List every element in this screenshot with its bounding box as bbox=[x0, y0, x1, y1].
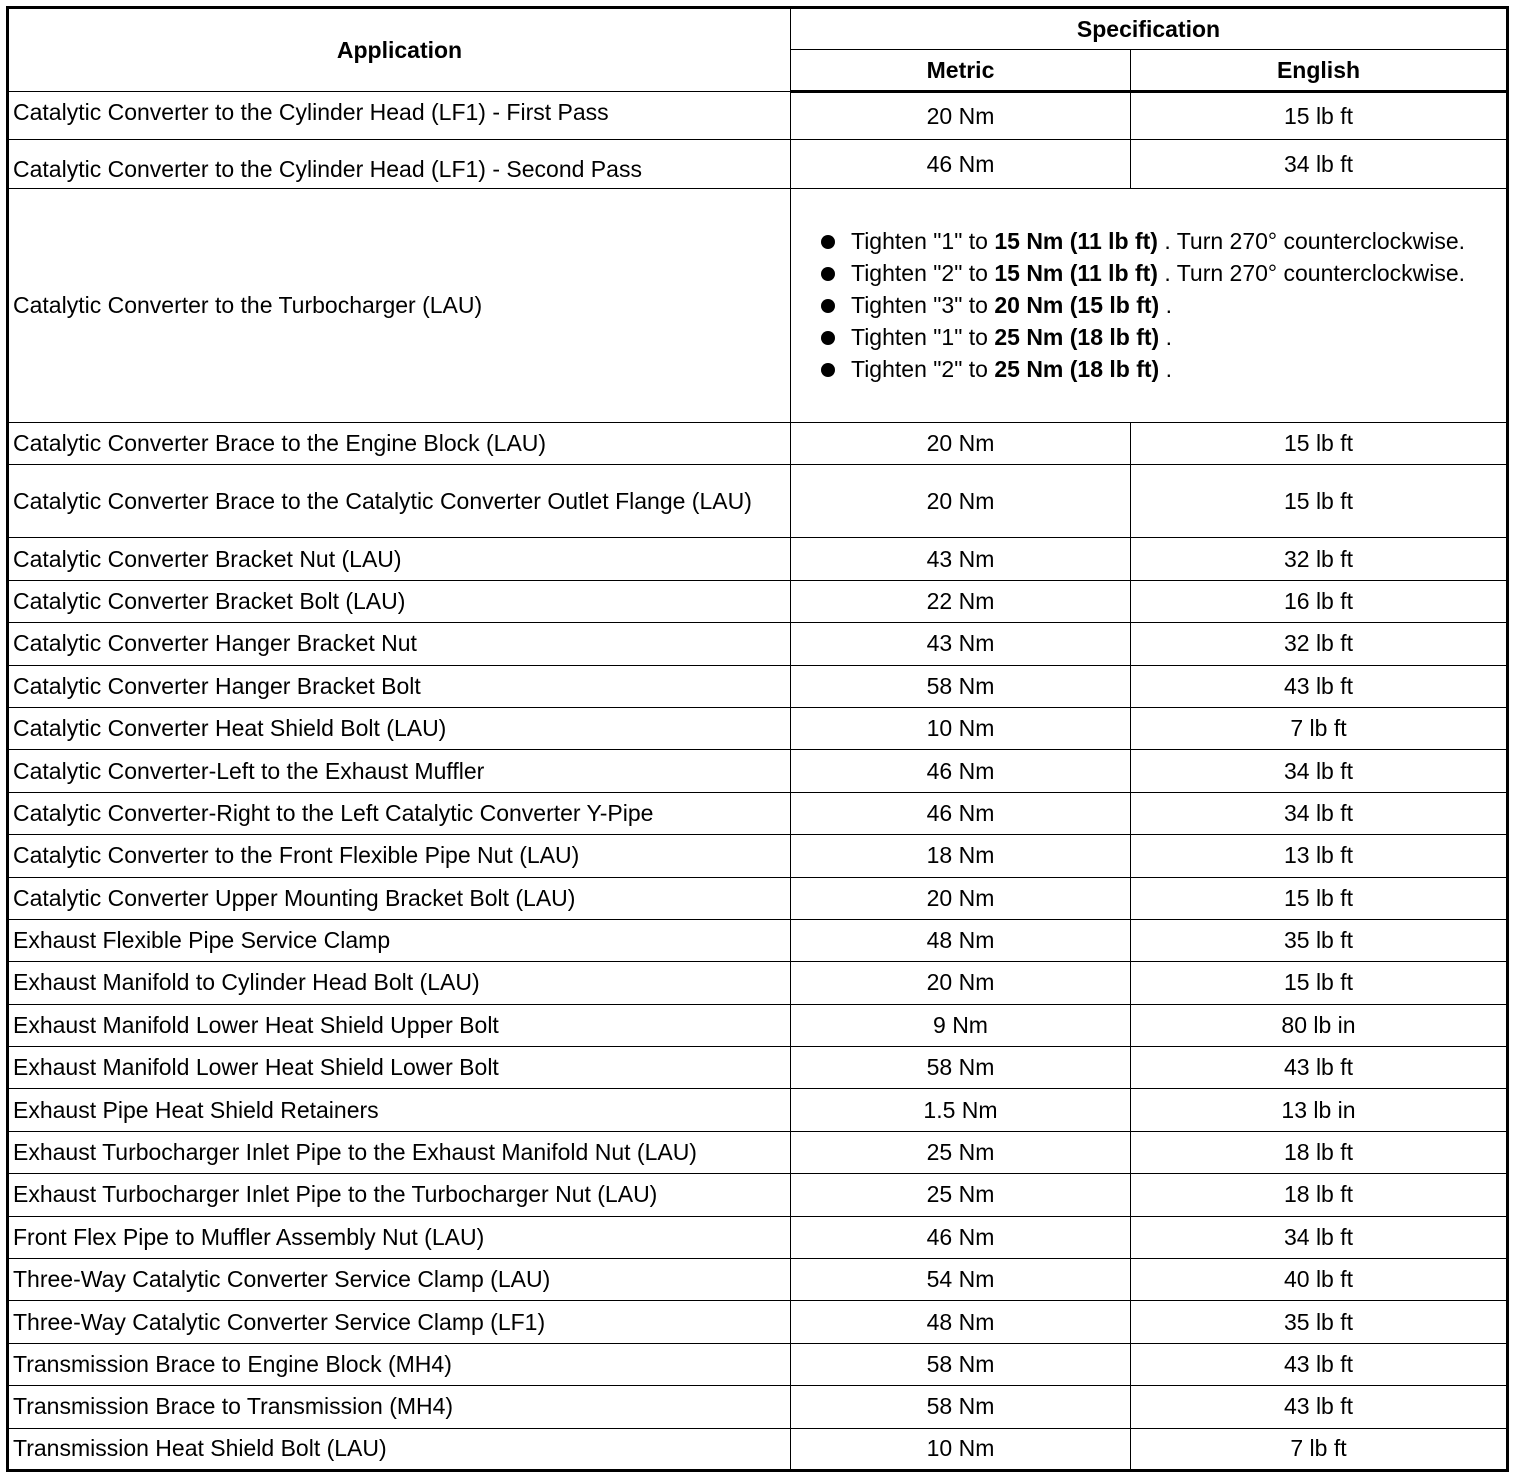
application-cell: Catalytic Converter Bracket Bolt (LAU) bbox=[8, 580, 791, 622]
english-cell: 34 lb ft bbox=[1131, 1216, 1508, 1258]
step-text: Tighten "2" to bbox=[851, 260, 995, 286]
english-cell: 7 lb ft bbox=[1131, 1428, 1508, 1470]
application-cell: Catalytic Converter Bracket Nut (LAU) bbox=[8, 538, 791, 580]
application-cell: Exhaust Manifold Lower Heat Shield Lower Bolt bbox=[8, 1047, 791, 1089]
bullet-icon bbox=[821, 299, 835, 313]
metric-cell: 54 Nm bbox=[791, 1259, 1131, 1301]
table-row bbox=[8, 1131, 1508, 1173]
english-cell: 40 lb ft bbox=[1131, 1259, 1508, 1301]
metric-cell: 43 Nm bbox=[791, 623, 1131, 665]
metric-cell: 10 Nm bbox=[791, 707, 1131, 749]
metric-cell: 22 Nm bbox=[791, 580, 1131, 622]
application-cell: Exhaust Manifold Lower Heat Shield Upper Bolt bbox=[8, 1004, 791, 1046]
table-row bbox=[8, 1216, 1508, 1258]
application-cell: Exhaust Manifold to Cylinder Head Bolt (LAU) bbox=[8, 962, 791, 1004]
tightening-step bbox=[821, 323, 1502, 352]
table-row bbox=[8, 1174, 1508, 1216]
metric-cell: 25 Nm bbox=[791, 1174, 1131, 1216]
table-body bbox=[8, 92, 1508, 1471]
english-cell: 43 lb ft bbox=[1131, 1386, 1508, 1428]
step-text: Tighten "1" to bbox=[851, 324, 995, 350]
tightening-step bbox=[821, 227, 1502, 256]
metric-cell: 10 Nm bbox=[791, 1428, 1131, 1470]
english-cell: 34 lb ft bbox=[1131, 750, 1508, 792]
table-row bbox=[8, 835, 1508, 877]
step-torque: 25 Nm (18 lb ft) bbox=[994, 324, 1160, 350]
step-text: . bbox=[1159, 356, 1172, 382]
table-row bbox=[8, 1301, 1508, 1343]
application-cell: Catalytic Converter to the Turbocharger (LAU) bbox=[8, 189, 791, 423]
table-row bbox=[8, 1428, 1508, 1470]
application-cell: Transmission Brace to Transmission (MH4) bbox=[8, 1386, 791, 1428]
metric-cell: 48 Nm bbox=[791, 919, 1131, 961]
english-cell: 35 lb ft bbox=[1131, 919, 1508, 961]
metric-cell: 9 Nm bbox=[791, 1004, 1131, 1046]
metric-cell: 58 Nm bbox=[791, 1343, 1131, 1385]
specification-header: Specification bbox=[791, 8, 1508, 50]
english-cell: 35 lb ft bbox=[1131, 1301, 1508, 1343]
table-row bbox=[8, 580, 1508, 622]
tightening-step bbox=[821, 291, 1502, 320]
tightening-step bbox=[821, 355, 1502, 384]
table-row bbox=[8, 465, 1508, 538]
step-text: Tighten "3" to bbox=[851, 292, 995, 318]
table-row bbox=[8, 1259, 1508, 1301]
application-cell: Exhaust Turbocharger Inlet Pipe to the Turbocharger Nut (LAU) bbox=[8, 1174, 791, 1216]
english-cell: 15 lb ft bbox=[1131, 465, 1508, 538]
metric-cell: 20 Nm bbox=[791, 877, 1131, 919]
english-cell: 16 lb ft bbox=[1131, 580, 1508, 622]
step-text: Tighten "1" to bbox=[851, 228, 995, 254]
application-cell: Exhaust Flexible Pipe Service Clamp bbox=[8, 919, 791, 961]
metric-cell: 25 Nm bbox=[791, 1131, 1131, 1173]
english-cell: 18 lb ft bbox=[1131, 1174, 1508, 1216]
application-cell: Front Flex Pipe to Muffler Assembly Nut (LAU) bbox=[8, 1216, 791, 1258]
english-cell: 7 lb ft bbox=[1131, 707, 1508, 749]
application-cell: Catalytic Converter-Left to the Exhaust Muffler bbox=[8, 750, 791, 792]
metric-cell: 46 Nm bbox=[791, 140, 1131, 189]
metric-cell: 20 Nm bbox=[791, 92, 1131, 140]
metric-cell: 20 Nm bbox=[791, 423, 1131, 465]
application-cell: Catalytic Converter Hanger Bracket Nut bbox=[8, 623, 791, 665]
metric-cell: 46 Nm bbox=[791, 1216, 1131, 1258]
metric-cell: 46 Nm bbox=[791, 792, 1131, 834]
table-row bbox=[8, 962, 1508, 1004]
torque-spec-table bbox=[6, 6, 1509, 1472]
table-row bbox=[8, 665, 1508, 707]
english-cell: 15 lb ft bbox=[1131, 423, 1508, 465]
english-cell: 15 lb ft bbox=[1131, 92, 1508, 140]
table-row-second-pass bbox=[8, 140, 1508, 189]
application-cell: Catalytic Converter Heat Shield Bolt (LAU) bbox=[8, 707, 791, 749]
application-cell: Catalytic Converter Upper Mounting Bracket Bolt (LAU) bbox=[8, 877, 791, 919]
application-cell: Catalytic Converter-Right to the Left Catalytic Converter Y-Pipe bbox=[8, 792, 791, 834]
table-row bbox=[8, 1343, 1508, 1385]
bullet-icon bbox=[821, 235, 835, 249]
application-cell: Three-Way Catalytic Converter Service Clamp (LF1) bbox=[8, 1301, 791, 1343]
application-cell: Transmission Brace to Engine Block (MH4) bbox=[8, 1343, 791, 1385]
step-text: . Turn 270° counterclockwise. bbox=[1157, 260, 1466, 286]
application-cell: Catalytic Converter Brace to the Catalytic Converter Outlet Flange (LAU) bbox=[8, 465, 791, 538]
step-text: . bbox=[1159, 324, 1172, 350]
table-row bbox=[8, 1386, 1508, 1428]
table-row bbox=[8, 792, 1508, 834]
english-cell: 32 lb ft bbox=[1131, 623, 1508, 665]
metric-cell: 46 Nm bbox=[791, 750, 1131, 792]
metric-cell: 18 Nm bbox=[791, 835, 1131, 877]
metric-cell: 43 Nm bbox=[791, 538, 1131, 580]
english-cell: 13 lb ft bbox=[1131, 835, 1508, 877]
english-cell: 34 lb ft bbox=[1131, 792, 1508, 834]
application-cell: Exhaust Turbocharger Inlet Pipe to the Exhaust Manifold Nut (LAU) bbox=[8, 1131, 791, 1173]
application-cell: Catalytic Converter Hanger Bracket Bolt bbox=[8, 665, 791, 707]
english-cell: 43 lb ft bbox=[1131, 665, 1508, 707]
step-torque: 15 Nm (11 lb ft) bbox=[994, 228, 1158, 254]
application-cell: Catalytic Converter to the Cylinder Head (LF1) - Second Pass bbox=[8, 140, 791, 189]
step-torque: 20 Nm (15 lb ft) bbox=[994, 292, 1160, 318]
table-row bbox=[8, 877, 1508, 919]
metric-cell: 48 Nm bbox=[791, 1301, 1131, 1343]
table-row bbox=[8, 750, 1508, 792]
application-header: Application bbox=[8, 8, 791, 92]
tightening-steps-list bbox=[795, 227, 1502, 384]
table-row bbox=[8, 1089, 1508, 1131]
metric-cell: 58 Nm bbox=[791, 1047, 1131, 1089]
application-cell: Catalytic Converter to the Cylinder Head (LF1) - First Pass bbox=[8, 92, 791, 140]
english-cell: 34 lb ft bbox=[1131, 140, 1508, 189]
step-text: . bbox=[1159, 292, 1172, 318]
bullet-icon bbox=[821, 331, 835, 345]
metric-cell: 58 Nm bbox=[791, 665, 1131, 707]
english-cell: 15 lb ft bbox=[1131, 877, 1508, 919]
english-header: English bbox=[1131, 50, 1508, 92]
english-cell: 43 lb ft bbox=[1131, 1343, 1508, 1385]
bullet-icon bbox=[821, 363, 835, 377]
table-row bbox=[8, 1047, 1508, 1089]
application-cell: Catalytic Converter to the Front Flexible Pipe Nut (LAU) bbox=[8, 835, 791, 877]
bullet-icon bbox=[821, 267, 835, 281]
english-cell: 18 lb ft bbox=[1131, 1131, 1508, 1173]
metric-cell: 1.5 Nm bbox=[791, 1089, 1131, 1131]
step-torque: 25 Nm (18 lb ft) bbox=[994, 356, 1160, 382]
step-torque: 15 Nm (11 lb ft) bbox=[994, 260, 1158, 286]
application-cell: Three-Way Catalytic Converter Service Clamp (LAU) bbox=[8, 1259, 791, 1301]
table-row bbox=[8, 707, 1508, 749]
metric-cell: 58 Nm bbox=[791, 1386, 1131, 1428]
application-cell: Exhaust Pipe Heat Shield Retainers bbox=[8, 1089, 791, 1131]
tightening-sequence-cell bbox=[791, 189, 1508, 423]
table-row bbox=[8, 423, 1508, 465]
table-row-turbocharger bbox=[8, 189, 1508, 423]
table-row bbox=[8, 1004, 1508, 1046]
metric-header: Metric bbox=[791, 50, 1131, 92]
metric-cell: 20 Nm bbox=[791, 465, 1131, 538]
english-cell: 80 lb in bbox=[1131, 1004, 1508, 1046]
application-cell: Catalytic Converter Brace to the Engine Block (LAU) bbox=[8, 423, 791, 465]
english-cell: 43 lb ft bbox=[1131, 1047, 1508, 1089]
table-row-first-pass bbox=[8, 92, 1508, 140]
table-row bbox=[8, 919, 1508, 961]
tightening-step bbox=[821, 259, 1502, 288]
metric-cell: 20 Nm bbox=[791, 962, 1131, 1004]
table-row bbox=[8, 538, 1508, 580]
english-cell: 32 lb ft bbox=[1131, 538, 1508, 580]
english-cell: 13 lb in bbox=[1131, 1089, 1508, 1131]
application-cell: Transmission Heat Shield Bolt (LAU) bbox=[8, 1428, 791, 1470]
step-text: Tighten "2" to bbox=[851, 356, 995, 382]
english-cell: 15 lb ft bbox=[1131, 962, 1508, 1004]
step-text: . Turn 270° counterclockwise. bbox=[1157, 228, 1466, 254]
table-row bbox=[8, 623, 1508, 665]
